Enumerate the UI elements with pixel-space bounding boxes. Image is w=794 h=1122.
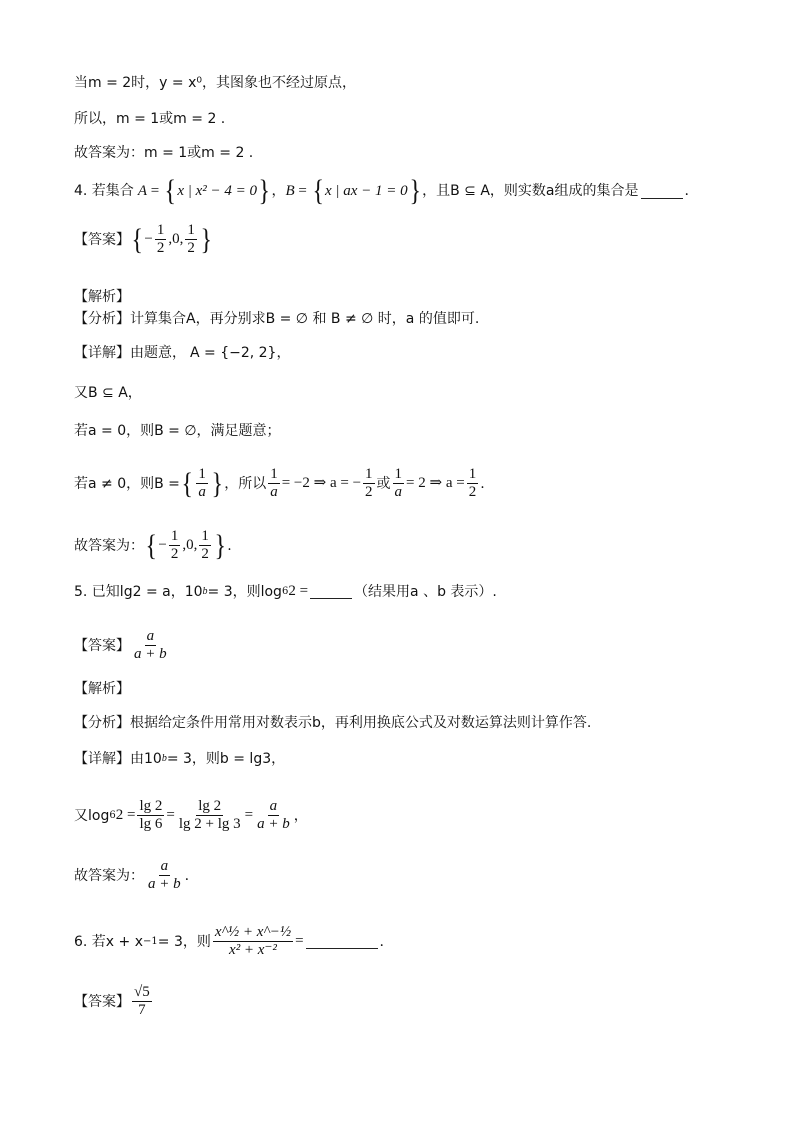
fraction-1-over-a: $\frac{1}{a}$ — [270, 466, 278, 501]
xiangjie-tag: 【详解】 — [74, 751, 130, 767]
fenxi-tag: 【分析】 — [74, 311, 130, 327]
set-b-expression: x | ax − 1 = 0 — [325, 182, 408, 199]
q4-step-3: 若a ≠ 0，则B = { $\frac{1}{a}$ } ，所以 $\frac{1}{a}$ = −2 ⇒ a = − $\frac{1}{2}$ 或 $\frac{1}{a}$ = 2 ⇒ a = $\frac{1}{2}$ . — [74, 466, 485, 501]
fenxi-tag: 【分析】 — [74, 715, 130, 731]
q4-fenxi — [74, 312, 734, 326]
analysis-tag: 【解析】 — [74, 289, 130, 305]
xiangjie-tag: 【详解】 — [74, 345, 130, 361]
fraction-1-over-a: $\frac{1}{a}$ — [394, 466, 403, 501]
brace-open: { — [164, 174, 176, 207]
question-end: . — [684, 183, 689, 199]
q5-derivation: 又log 6 2 = $\frac{\lg 2}{\lg 6}$ = $\frac{\lg 2}{\lg 2 + \lg 3}$ = $\frac{a}{a + b}$ ， — [74, 798, 308, 833]
text-line-3 — [74, 146, 734, 160]
xiangjie-text: 由题意， — [130, 345, 186, 361]
step-text: 若a = 0，则B = ∅，满足题意； — [74, 423, 281, 439]
question-text: ，且B ⊆ A，则实数a组成的集合是 — [422, 183, 639, 199]
fraction-half: $\frac{1}{2}$ — [201, 528, 209, 563]
analysis-heading — [74, 682, 734, 696]
fraction-a-over-a-plus-b: $\frac{a}{a + b}$ — [148, 858, 181, 893]
answer-6 — [74, 984, 734, 1020]
fraction-half: $\frac{1}{2}$ — [170, 528, 179, 563]
analysis-tag: 【解析】 — [74, 681, 130, 697]
q5-xiangjie: 【详解】 由10 b = 3，则b = lg3， — [74, 751, 286, 767]
question-text: 6. 若x + x — [74, 933, 144, 950]
fraction-half: $\frac{1}{2}$ — [156, 222, 165, 257]
q5-final-answer: 故答案为： $\frac{a}{a + b}$ . — [74, 858, 190, 893]
fraction-sqrt5-over-7: $\frac{√5}{7}$ — [134, 984, 150, 1019]
answer-tag: 【答案】 — [74, 637, 130, 654]
question-number: 4. 若集合 — [74, 183, 134, 199]
fraction-half: $\frac{1}{2}$ — [468, 466, 477, 501]
gu-text: 故答案为： — [74, 537, 144, 554]
answer-tag: 【答案】 — [74, 993, 130, 1010]
fraction-1-over-a: $\frac{1}{a}$ — [198, 466, 206, 501]
q4-step-1 — [74, 386, 734, 400]
question-6: 6. 若x + x −1 = 3，则 $\frac{\text{x\textasciicircum{}½ + x\textasciicircum{}−½}}{\text{x² + x⁻²}}$ = . — [74, 924, 384, 959]
fenxi-text: 计算集合A，再分别求B = ∅ 和 B ≠ ∅ 时，a 的值即可. — [130, 311, 480, 327]
analysis-heading — [74, 290, 734, 304]
set-a-expression: x | x² − 4 = 0 — [177, 182, 258, 199]
question-4: 4. 若集合 A = { x | x² − 4 = 0 } ， B = { x | ax − 1 = 0 } ，且B ⊆ A，则实数a组成的集合是 . — [74, 174, 689, 207]
set-a-value: A = {−2, 2}， — [190, 345, 291, 361]
line-text: 当m = 2时，y = x⁰，其图象也不经过原点， — [74, 75, 356, 91]
q4-xiangjie — [74, 346, 734, 360]
fraction-a-over-a-plus-b: $\frac{a}{a + b}$ — [134, 628, 167, 663]
fraction-lg2-lg6: $\frac{\lg 2}{\lg 6}$ — [139, 798, 163, 833]
line-text: 故答案为：m = 1或m = 2 . — [74, 145, 254, 161]
answer-blank[interactable] — [641, 184, 683, 199]
q4-step-2 — [74, 424, 734, 438]
answer-blank[interactable] — [306, 934, 378, 949]
fraction-lg2-sum: $\frac{\lg 2}{\lg 2 + \lg 3}$ — [178, 798, 241, 833]
q4-final-answer: 故答案为： { − $\frac{1}{2}$ , 0 , $\frac{1}{2}$ } . — [74, 528, 232, 563]
text-line-1 — [74, 76, 734, 90]
text-line-2 — [74, 112, 734, 126]
step-text: 若a ≠ 0，则B = — [74, 475, 180, 492]
line-text: 所以，m = 1或m = 2 . — [74, 111, 226, 127]
gu-text: 故答案为： — [74, 867, 144, 884]
answer-4: 【答案】 { − $\frac{1}{2}$ , 0 , $\frac{1}{2}$ } — [74, 222, 212, 257]
fraction-half: $\frac{1}{2}$ — [365, 466, 373, 501]
answer-blank[interactable] — [310, 584, 352, 599]
brace-close: } — [258, 174, 271, 207]
question-text: 5. 已知lg2 = a，10 — [74, 583, 203, 600]
fraction-half: $\frac{1}{2}$ — [187, 222, 195, 257]
step-text: 又B ⊆ A， — [74, 385, 142, 401]
fenxi-text: 根据给定条件用常用对数表示b，再利用换底公式及对数运算法则计算作答. — [130, 715, 592, 731]
q5-fenxi — [74, 716, 734, 730]
fraction-q6: $\frac{\text{x\textasciicircum{}½ + x\textasciicircum{}−½}}{\text{x² + x⁻²}}$ — [214, 924, 292, 959]
fraction-a-over-a-plus-b: $\frac{a}{a + b}$ — [257, 798, 290, 833]
answer-5 — [74, 628, 734, 664]
question-5: 5. 已知lg2 = a，10 b = 3，则log 6 2 = （结果用a 、b 表示）. — [74, 583, 497, 600]
answer-tag: 【答案】 — [74, 231, 130, 248]
